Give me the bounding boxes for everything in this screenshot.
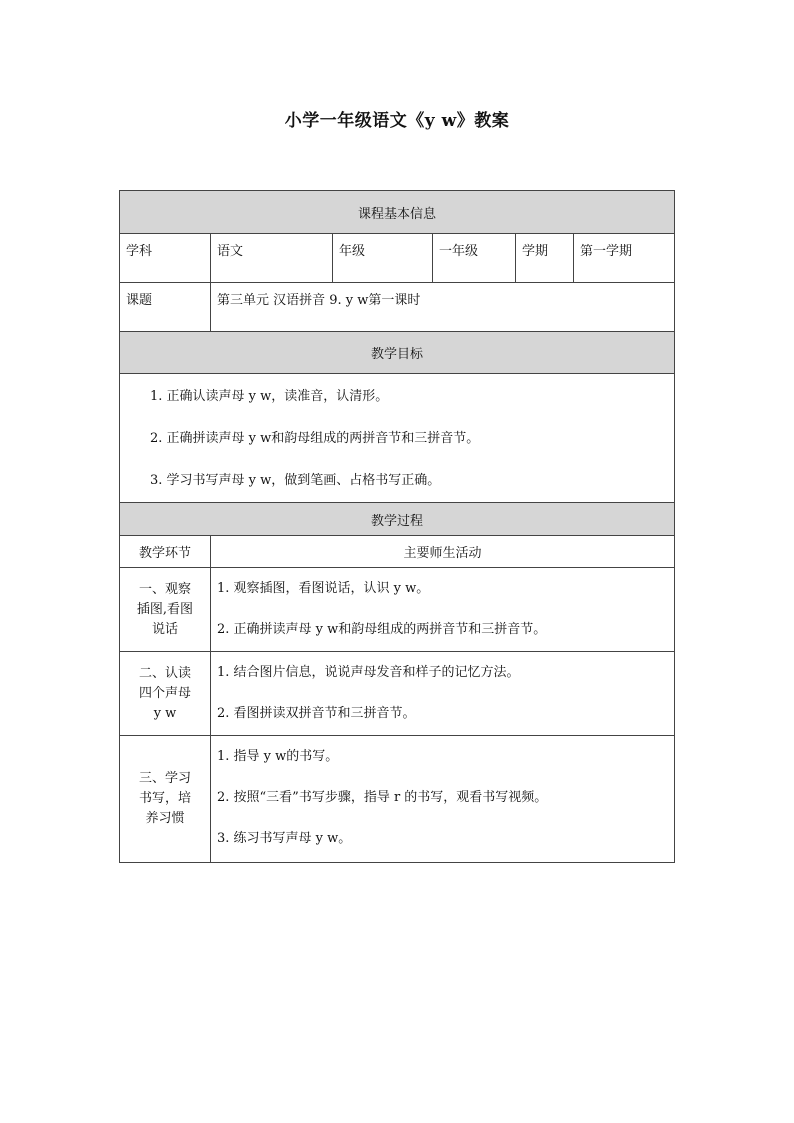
goal-item: 1. 正确认读声母 y w，读准音，认清形。 — [150, 389, 389, 404]
activity-item: 2. 按照“三看”书写步骤，指导 r 的书写，观看书写视频。 — [217, 790, 548, 805]
stage-name: 三、学习 书写，培 养习惯 — [120, 736, 211, 863]
term-value: 第一学期 — [574, 234, 675, 283]
col-header-activity: 主要师生活动 — [211, 536, 675, 568]
goal-item: 2. 正确拼读声母 y w和韵母组成的两拼音节和三拼音节。 — [150, 431, 480, 446]
activity-item: 2. 看图拼读双拼音节和三拼音节。 — [217, 706, 416, 721]
process-header: 教学过程 — [120, 503, 675, 536]
term-label: 学期 — [516, 234, 574, 283]
subject-label: 学科 — [120, 234, 211, 283]
stage-name: 二、认读 四个声母 y w — [120, 652, 211, 736]
topic-value: 第三单元 汉语拼音 9. y w第一课时 — [211, 283, 675, 332]
goals-cell — [120, 374, 675, 503]
grade-value: 一年级 — [433, 234, 516, 283]
basic-info-header: 课程基本信息 — [120, 191, 675, 234]
goal-item: 3. 学习书写声母 y w，做到笔画、占格书写正确。 — [150, 473, 441, 488]
activity-item: 1. 观察插图，看图说话，认识 y w。 — [217, 581, 430, 596]
activity-item: 1. 结合图片信息，说说声母发音和样子的记忆方法。 — [217, 665, 520, 680]
stage-activities — [211, 652, 675, 736]
document-title: 小学一年级语文《y w》教案 — [284, 111, 510, 131]
subject-value: 语文 — [211, 234, 333, 283]
activity-item: 3. 练习书写声母 y w。 — [217, 831, 352, 846]
topic-label: 课题 — [120, 283, 211, 332]
lesson-plan-table — [119, 190, 675, 863]
stage-name: 一、观察 插图,看图 说话 — [120, 568, 211, 652]
goals-header: 教学目标 — [120, 332, 675, 374]
stage-activities — [211, 568, 675, 652]
grade-label: 年级 — [333, 234, 433, 283]
activity-item: 1. 指导 y w的书写。 — [217, 749, 339, 764]
col-header-stage: 教学环节 — [120, 536, 211, 568]
activity-item: 2. 正确拼读声母 y w和韵母组成的两拼音节和三拼音节。 — [217, 622, 547, 637]
stage-activities — [211, 736, 675, 863]
